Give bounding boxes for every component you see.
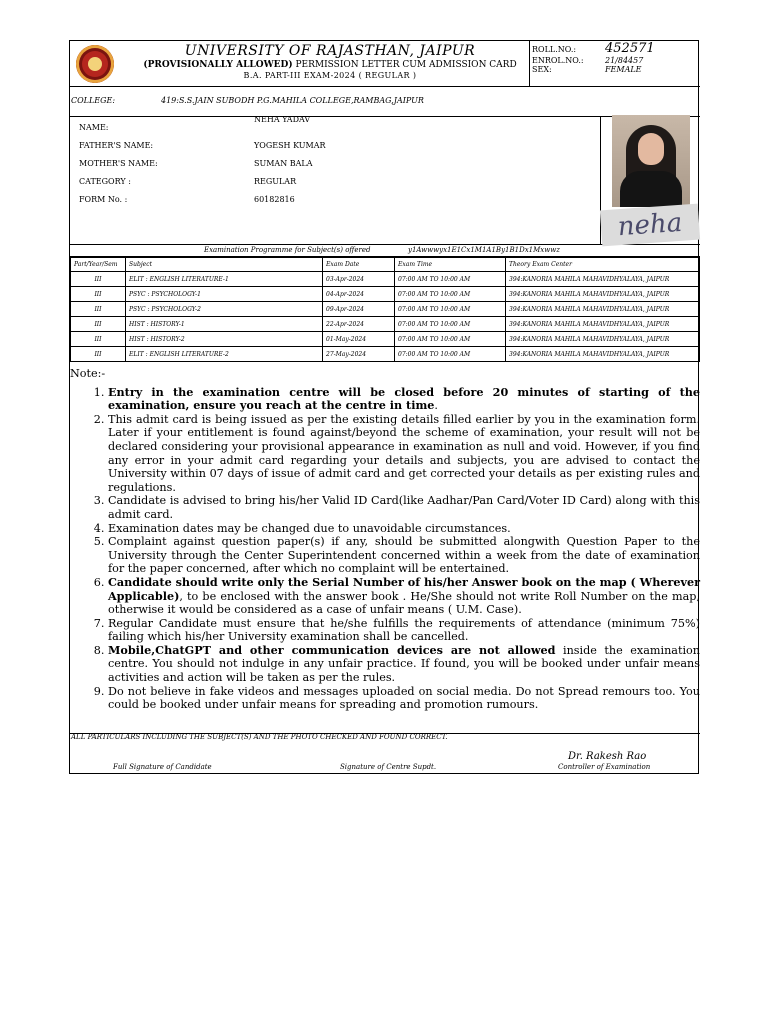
- programme-row: [70, 245, 700, 257]
- programme-code: y1Awwwyx1E1Cx1M1A1By1B1Dx1Mxwwz: [408, 246, 560, 254]
- roll-value: 452571: [605, 41, 655, 56]
- cell-time: 07:00 AM TO 10:00 AM: [395, 287, 506, 302]
- cell-date: 09-Apr-2024: [323, 302, 395, 317]
- col-subject: Subject: [126, 258, 323, 272]
- note-item: 4. Examination dates may be changed due to unavoidable circumstances.: [108, 522, 700, 536]
- enrol-value: 21/84457: [605, 56, 644, 65]
- note-item: 2. This admit card is being issued as per the existing details filled earlier by you in the examination form. Later if your entitlement is found against/beyond the scheme of examination, your result will not be declared considering your provisional appearance in examination as null and void. However, if you find any error in your admit card regarding your details and subjects, you are advised to contact the University within 07 days of issue of admit card and get corrected your details as per existing rules and regulations.: [108, 413, 700, 495]
- cell-date: 04-Apr-2024: [323, 287, 395, 302]
- note-item: 9. Do not believe in fake videos and messages uploaded on social media. Do not Spread remours too. You could be booked under unfair means for spreading and promotion rumours.: [108, 685, 700, 712]
- cell-subject: HIST : HISTORY-1: [126, 317, 323, 332]
- university-logo-icon: [76, 45, 114, 83]
- exam-schedule-table: [70, 257, 700, 362]
- cell-time: 07:00 AM TO 10:00 AM: [395, 272, 506, 287]
- college-row: [70, 87, 700, 117]
- cell-part: III: [71, 272, 126, 287]
- note-item: 5. Complaint against question paper(s) if any, should be submitted alongwith Question Paper to the University through the Center Superintendent concerned within a week from the date of examination for the paper concerned, after which no complaint will be entertained.: [108, 535, 700, 576]
- sex-value: FEMALE: [605, 65, 642, 74]
- cell-center: 394:KANORIA MAHILA MAHAVIDHYALAYA, JAIPUR: [506, 347, 700, 362]
- cell-time: 07:00 AM TO 10:00 AM: [395, 332, 506, 347]
- exam-name: B.A. PART-III EXAM-2024 ( REGULAR ): [243, 71, 417, 80]
- cell-time: 07:00 AM TO 10:00 AM: [395, 347, 506, 362]
- note-item: 1. Entry in the examination centre will be closed before 20 minutes of starting of the examination, ensure you reach at the centre in time.: [108, 386, 700, 413]
- notes-list: [70, 386, 700, 712]
- col-center: Theory Exam Center: [506, 258, 700, 272]
- name-value: NEHA YADAV: [254, 115, 311, 124]
- col-date: Exam Date: [323, 258, 395, 272]
- category-value: REGULAR: [254, 177, 297, 186]
- cell-date: 03-Apr-2024: [323, 272, 395, 287]
- table-row: [71, 272, 700, 287]
- card-title: [130, 60, 530, 70]
- mother-label: MOTHER'S NAME:: [79, 159, 158, 168]
- cell-time: 07:00 AM TO 10:00 AM: [395, 317, 506, 332]
- candidate-signature: neha: [600, 204, 700, 247]
- supdt-signature-label: Signature of Centre Supdt.: [340, 763, 437, 771]
- college-value: 419:S.S.JAIN SUBODH P.G.MAHILA COLLEGE,RAMBAG,JAIPUR: [161, 96, 424, 105]
- table-row: [71, 317, 700, 332]
- table-row: [71, 287, 700, 302]
- name-label: NAME:: [79, 123, 109, 132]
- form-value: 60182816: [254, 195, 295, 204]
- category-label: CATEGORY :: [79, 177, 131, 186]
- cell-part: III: [71, 302, 126, 317]
- university-name: UNIVERSITY OF RAJASTHAN, JAIPUR: [184, 43, 476, 59]
- provisional-label: (PROVISIONALLY ALLOWED): [143, 60, 293, 70]
- notes-section: [70, 367, 700, 712]
- controller-title: Controller of Examination: [558, 763, 651, 771]
- roll-label: ROLL.NO.:: [532, 45, 577, 54]
- cell-center: 394:KANORIA MAHILA MAHAVIDHYALAYA, JAIPUR: [506, 317, 700, 332]
- sex-label: SEX:: [532, 65, 552, 74]
- cell-part: III: [71, 347, 126, 362]
- mother-value: SUMAN BALA: [254, 159, 313, 168]
- college-label: COLLEGE:: [71, 96, 116, 105]
- cell-date: 01-May-2024: [323, 332, 395, 347]
- cell-date: 27-May-2024: [323, 347, 395, 362]
- footer: [70, 733, 700, 775]
- father-value: YOGESH KUMAR: [254, 141, 326, 150]
- cell-part: III: [71, 317, 126, 332]
- cell-center: 394:KANORIA MAHILA MAHAVIDHYALAYA, JAIPUR: [506, 332, 700, 347]
- card-title-text: PERMISSION LETTER CUM ADMISSION CARD: [295, 60, 517, 70]
- cell-part: III: [71, 287, 126, 302]
- checked-statement: ALL PARTICULARS INCLUDING THE SUBJECT(S) AND THE PHOTO CHECKED AND FOUND CORRECT.: [71, 733, 448, 741]
- note-item: 7. Regular Candidate must ensure that he/she fulfills the requirements of attendance (minimum 75%) failing which his/her University examination shall be cancelled.: [108, 617, 700, 644]
- note-item: 8. Mobile,ChatGPT and other communication devices are not allowed inside the examination centre. You should not indulge in any unfair practice. If found, you will be booked under unfair means activities and action will be taken as per the rules.: [108, 644, 700, 685]
- col-part: Part/Year/Sem: [71, 258, 126, 272]
- table-row: [71, 332, 700, 347]
- cell-center: 394:KANORIA MAHILA MAHAVIDHYALAYA, JAIPUR: [506, 287, 700, 302]
- programme-label: Examination Programme for Subject(s) offered: [204, 246, 371, 254]
- table-row: [71, 347, 700, 362]
- candidate-photo: [612, 115, 690, 207]
- cell-subject: ELIT : ENGLISH LITERATURE-1: [126, 272, 323, 287]
- notes-heading: Note:-: [70, 367, 106, 380]
- cell-part: III: [71, 332, 126, 347]
- table-row: [71, 302, 700, 317]
- cell-center: 394:KANORIA MAHILA MAHAVIDHYALAYA, JAIPUR: [506, 272, 700, 287]
- id-box: [529, 41, 701, 87]
- father-label: FATHER'S NAME:: [79, 141, 154, 150]
- enrol-label: ENROL.NO.:: [532, 56, 584, 65]
- note-item: 6. Candidate should write only the Serial Number of his/her Answer book on the map ( Wherever Applicable), to be enclosed with the answer book . He/She should not write Roll Number on the map, otherwise it would be considered as a case of unfair means ( U.M. Case).: [108, 576, 700, 617]
- cell-subject: PSYC : PSYCHOLOGY-2: [126, 302, 323, 317]
- candidate-signature-label: Full Signature of Candidate: [113, 763, 212, 771]
- col-time: Exam Time: [395, 258, 506, 272]
- cell-subject: PSYC : PSYCHOLOGY-1: [126, 287, 323, 302]
- card-header: [70, 41, 700, 87]
- table-header-row: [71, 258, 700, 272]
- note-item: 3. Candidate is advised to bring his/her Valid ID Card(like Aadhar/Pan Card/Voter ID Card) along with this admit card.: [108, 494, 700, 521]
- cell-subject: ELIT : ENGLISH LITERATURE-2: [126, 347, 323, 362]
- cell-subject: HIST : HISTORY-2: [126, 332, 323, 347]
- cell-date: 22-Apr-2024: [323, 317, 395, 332]
- admission-card: [69, 40, 699, 774]
- form-label: FORM No. :: [79, 195, 128, 204]
- controller-signature: Dr. Rakesh Rao: [568, 751, 647, 762]
- cell-center: 394:KANORIA MAHILA MAHAVIDHYALAYA, JAIPUR: [506, 302, 700, 317]
- cell-time: 07:00 AM TO 10:00 AM: [395, 302, 506, 317]
